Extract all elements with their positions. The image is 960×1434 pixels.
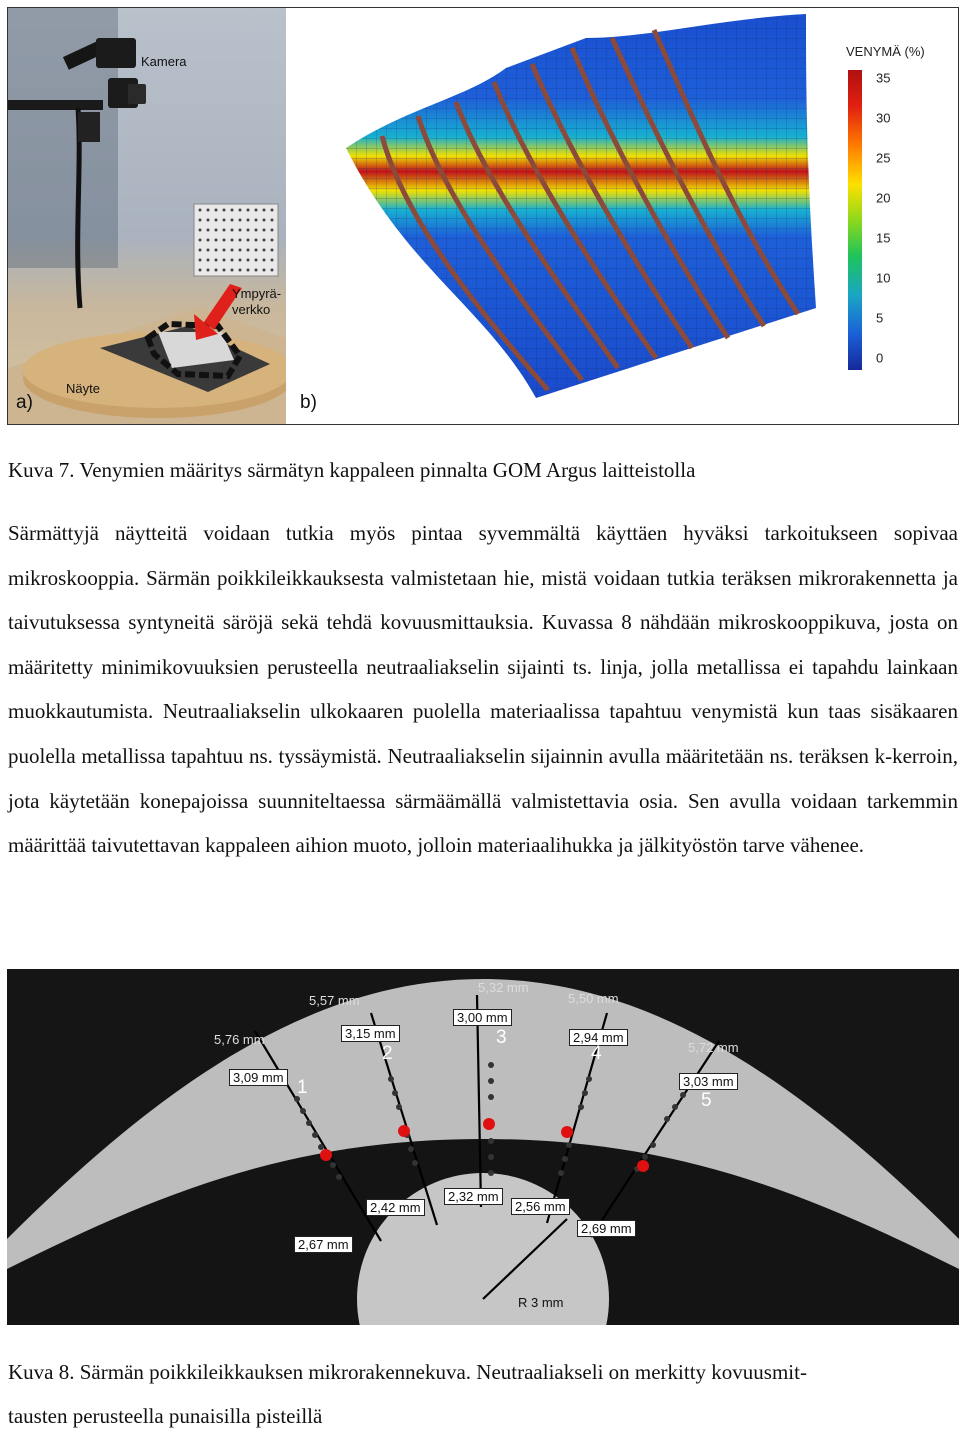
inner-distance-label: 2,67 mm <box>294 1236 353 1253</box>
neutral-axis-point <box>561 1126 573 1138</box>
line-number: 3 <box>496 1027 507 1048</box>
panel-b-letter: b) <box>300 392 317 413</box>
panel-a-letter: a) <box>16 392 33 413</box>
strain-color-scale <box>848 70 862 370</box>
figure-7-caption: Kuva 7. Venymien määritys särmätyn kappaleen pinnalta GOM Argus laitteistolla <box>8 458 696 482</box>
neutral-axis-point <box>637 1160 649 1172</box>
scale-title: VENYMÄ (%) <box>846 44 925 59</box>
thickness-label: 5,32 mm <box>478 980 529 995</box>
grid-label-line2: verkko <box>232 302 271 317</box>
camera-setup-illustration <box>8 8 286 424</box>
inner-distance-label: 2,56 mm <box>511 1198 570 1215</box>
inner-distance-label: 2,42 mm <box>366 1199 425 1216</box>
figure-8-caption-line1: Kuva 8. Särmän poikkileikkauksen mikrorakennekuva. Neutraaliakseli on merkitty kovuusmit- <box>8 1360 807 1384</box>
line-number: 1 <box>297 1077 308 1098</box>
scale-tick: 20 <box>876 190 891 206</box>
figure-7b-strain-map <box>286 8 958 424</box>
scale-tick: 25 <box>876 150 891 166</box>
thickness-label: 5,76 mm <box>214 1032 265 1047</box>
radius-label: R 3 mm <box>518 1295 564 1310</box>
figure-7a-photo <box>8 8 286 424</box>
scale-tick: 0 <box>876 350 884 366</box>
body-paragraph <box>8 511 958 868</box>
scale-tick: 35 <box>876 70 891 86</box>
neutral-axis-point <box>398 1125 410 1137</box>
thickness-label: 5,50 mm <box>568 991 619 1006</box>
neutral-axis-point <box>320 1149 332 1161</box>
figure-8-caption-line2: tausten perusteella punaisilla pisteillä <box>8 1404 323 1428</box>
inner-distance-label: 2,69 mm <box>577 1220 636 1237</box>
scale-tick: 30 <box>876 110 891 126</box>
grid-label-line1: Ympyrä- <box>232 286 282 301</box>
camera-label: Kamera <box>141 54 187 69</box>
sample-label: Näyte <box>66 381 100 396</box>
outer-distance-label: 3,00 mm <box>453 1009 512 1026</box>
scale-tick: 15 <box>876 230 891 246</box>
scale-tick: 10 <box>876 270 891 286</box>
scale-tick: 5 <box>876 310 884 326</box>
line-number: 2 <box>382 1043 393 1064</box>
neutral-axis-point <box>483 1118 495 1130</box>
outer-distance-label: 2,94 mm <box>569 1029 628 1046</box>
inner-distance-label: 2,32 mm <box>444 1188 503 1205</box>
outer-distance-label: 3,09 mm <box>229 1069 288 1086</box>
figure-8-micrograph <box>7 969 959 1325</box>
outer-distance-label: 3,15 mm <box>341 1025 400 1042</box>
figure-7 <box>7 7 959 425</box>
thickness-label: 5,72 mm <box>688 1040 739 1055</box>
paragraph-text: Särmättyjä näytteitä voidaan tutkia myös pintaa syvemmältä käyttäen hyväksi tarkoitukseen sopivaa mikroskooppia. Särmän poikkileikkauksesta valmistetaan hie, mistä voidaan tutkia teräksen mikrorakennetta ja taivutuksessa syntyneitä säröjä sekä tehdä kovuusmittauksia. Kuvassa 8 nähdään mikroskooppikuva, josta on määritetty minimikovuuksien perusteella neutraaliakselin sijainti ts. linja, jolla metallissa ei tapahdu lainkaan muokkautumista. Neutraaliakselin ulkokaaren puolella materiaalissa tapahtuu venymistä kun taas sisäkaaren puolella metallissa tapahtuu ns. tyssäymistä. Neutraaliakselin sijainnin avulla määritetään ns. teräksen k-kerroin, jota käytetään konepajoissa suunniteltaessa särmäämällä valmistettavia osia. Sen avulla voidaan tarkemmin määrittää taivutettavan kappaleen aihion muoto, jolloin materiaalihukka ja jälkityöstön tarve vähenee. <box>8 521 958 858</box>
outer-distance-label: 3,03 mm <box>679 1073 738 1090</box>
line-number: 5 <box>701 1090 712 1111</box>
scale-ticks <box>876 68 916 378</box>
thickness-label: 5,57 mm <box>309 993 360 1008</box>
line-number: 4 <box>591 1043 602 1064</box>
